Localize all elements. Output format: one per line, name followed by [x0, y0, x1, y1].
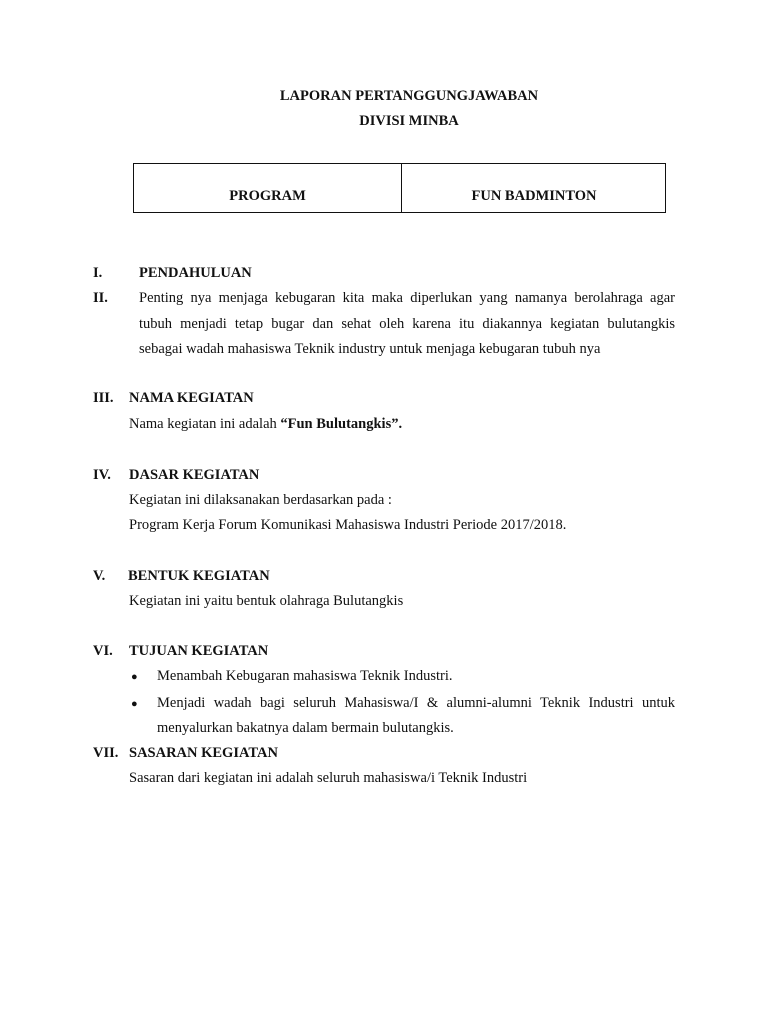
section-number-2: II.	[93, 290, 108, 306]
goal-item-2-line-2: menyalurkan bakatnya dalam bermain bulutangkis.	[157, 720, 454, 736]
section-title-bentuk-kegiatan: BENTUK KEGIATAN	[128, 568, 270, 584]
report-title: LAPORAN PERTANGGUNGJAWABAN	[279, 88, 539, 104]
basis-text-line-2: Program Kerja Forum Komunikasi Mahasiswa Industri Periode 2017/2018.	[129, 517, 567, 533]
program-label-cell: PROGRAM	[134, 164, 402, 212]
bullet-icon: ●	[131, 671, 138, 683]
section-number-3: III.	[93, 390, 114, 406]
activity-name-prefix: Nama kegiatan ini adalah	[129, 416, 281, 432]
basis-text-line-1: Kegiatan ini dilaksanakan berdasarkan pada :	[129, 492, 392, 508]
goal-item-2-line-1: Menjadi wadah bagi seluruh Mahasiswa/I & alumni-alumni Teknik Industri untuk	[157, 695, 675, 711]
program-value-cell: FUN BADMINTON	[471, 187, 597, 204]
target-text: Sasaran dari kegiatan ini adalah seluruh mahasiswa/i Teknik Industri	[129, 770, 528, 786]
intro-paragraph-line-3: sebagai wadah mahasiswa Teknik industry untuk menjaga kebugaran tubuh nya	[139, 341, 601, 357]
intro-paragraph-line-1: Penting nya menjaga kebugaran kita maka diperlukan yang namanya berolahraga agar	[139, 290, 675, 306]
goal-item-1: Menambah Kebugaran mahasiswa Teknik Industri.	[157, 668, 453, 684]
section-title-sasaran-kegiatan: SASARAN KEGIATAN	[129, 745, 278, 761]
section-number-7: VII.	[93, 745, 119, 761]
section-title-nama-kegiatan: NAMA KEGIATAN	[129, 390, 254, 406]
bullet-icon: ●	[131, 698, 138, 710]
program-table	[133, 163, 666, 213]
section-title-dasar-kegiatan: DASAR KEGIATAN	[129, 467, 260, 483]
section-title-pendahuluan: PENDAHULUAN	[139, 265, 252, 281]
section-title-tujuan-kegiatan: TUJUAN KEGIATAN	[129, 643, 269, 659]
section-number-6: VI.	[93, 643, 113, 659]
activity-name-text	[129, 416, 402, 433]
section-number-4: IV.	[93, 467, 111, 483]
intro-paragraph-line-2: tubuh menjadi tetap bugar dan sehat oleh karena itu diakannya kegiatan bulutangkis	[139, 316, 675, 332]
section-number-5: V.	[93, 568, 106, 584]
division-title: DIVISI MINBA	[359, 113, 459, 129]
section-number-1: I.	[93, 265, 103, 281]
form-text: Kegiatan ini yaitu bentuk olahraga Bulutangkis	[129, 593, 404, 609]
activity-name-value: “Fun Bulutangkis”.	[280, 416, 403, 432]
